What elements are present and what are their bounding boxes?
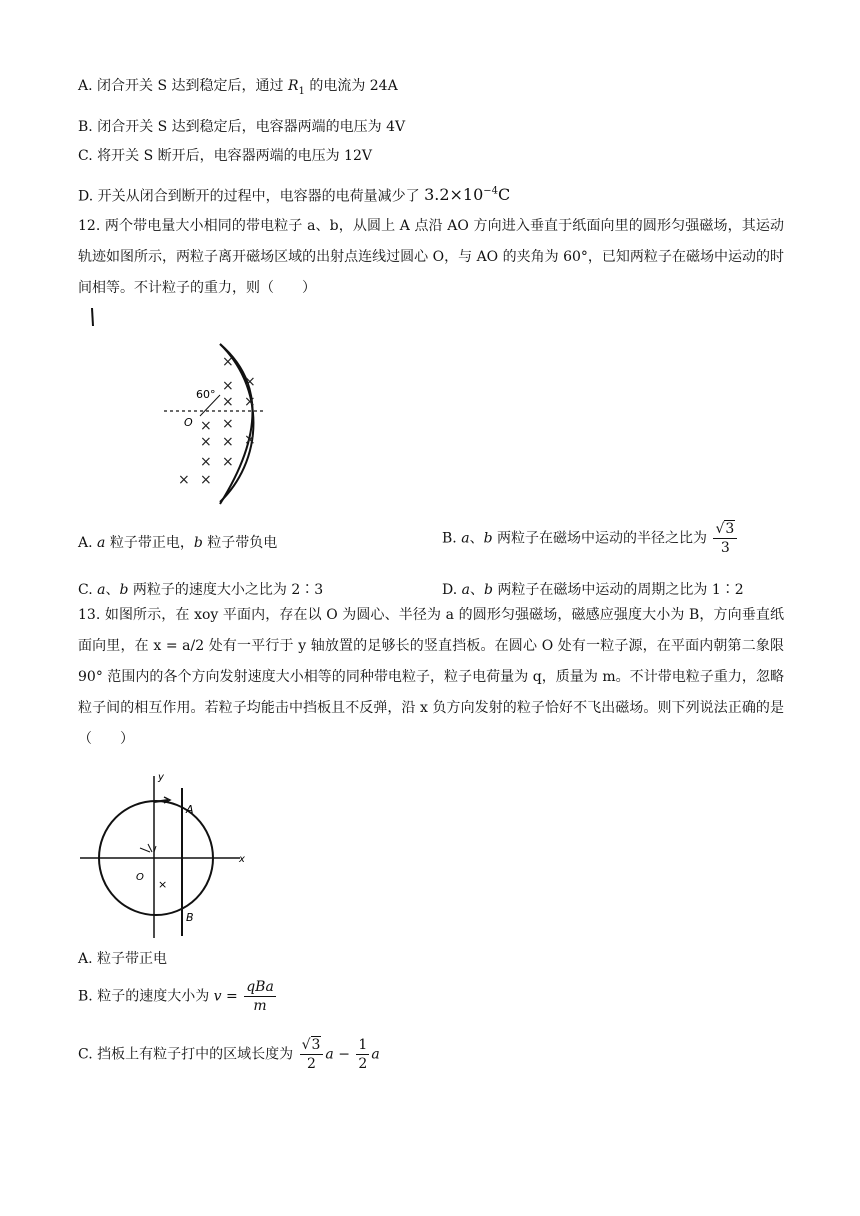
q13-option-c: C. 挡板上有粒子打中的区域长度为 $\frac{√3}{2}$ a − $\frac{1}{2}$ a (78, 1037, 380, 1072)
svg-text:×: × (222, 378, 234, 394)
q13-stem: 13. 如图所示，在 xoy 平面内，存在以 O 为圆心、半径为 a 的圆形匀强磁场，磁感应强度大小为 B，方向垂直纸面向里，在 x = a/2 处有一平行于 y 轴放置的足够长的竖直挡板。在圆心 O 处有一粒子源，在平面内朝第二象限 90° 范围内的各个方向发射速度大小相等的同种带电粒子，粒子电荷量为 q，质量为 m。不计带电粒子重力，忽略粒子间的相互作用。若粒子均能击中挡板且不反弹，沿 x 负方向发射的粒子恰好不飞出磁场。则下列说法正确的是（ ） (78, 607, 784, 747)
svg-text:×: × (222, 434, 234, 450)
q12-option-a: A. a 粒子带正电，b 粒子带负电 (78, 535, 278, 551)
q11-option-b: B. 闭合开关 S 达到稳定后，电容器两端的电压为 4V (78, 119, 406, 135)
label-o: O (136, 872, 144, 883)
field-cross-mark: × (158, 878, 168, 891)
svg-text:×: × (244, 374, 256, 390)
label-a: A (186, 803, 194, 816)
svg-text:×: × (200, 454, 212, 470)
label-y: y (158, 772, 164, 783)
q11-option-d: D. 开关从闭合到断开的过程中，电容器的电荷量减少了 $3.2\times 10^{-4}C$ (78, 185, 511, 205)
svg-text:×: × (222, 416, 234, 432)
q13-figure (78, 768, 248, 943)
svg-text:×: × (200, 434, 212, 450)
svg-text:×: × (244, 432, 256, 448)
q13-option-a: A. 粒子带正电 (78, 951, 168, 967)
svg-text:×: × (200, 472, 212, 488)
svg-text:×: × (244, 394, 256, 410)
center-label: O (184, 416, 193, 429)
q12-figure (80, 300, 280, 505)
label-b: B (186, 911, 194, 924)
q12-option-c: C. a、b 两粒子的速度大小之比为 2∶3 (78, 582, 324, 598)
q12-option-b: B. a、b 两粒子在磁场中运动的半径之比为 $\frac{√3}{3}$ (442, 522, 739, 555)
svg-text:×: × (178, 472, 190, 488)
q13-option-b: B. 粒子的速度大小为 v = $\frac{\text{qBa}}{m}$ (78, 979, 274, 1014)
q12-stem: 12. 两个带电量大小相同的带电粒子 a、b，从圆上 A 点沿 AO 方向进入垂直于纸面向里的圆形匀强磁场，其运动轨迹如图所示，两粒子离开磁场区域的出射点连线过圆心 O，与 AO 的夹角为 60°，已知两粒子在磁场中运动的时间相等。不计粒子的重力，则（ ） (78, 218, 784, 296)
q12-option-d: D. a、b 两粒子在磁场中运动的周期之比为 1∶2 (442, 582, 744, 598)
svg-text:×: × (222, 454, 234, 470)
q11-option-c: C. 将开关 S 断开后，电容器两端的电压为 12V (78, 148, 372, 164)
angle-label: 60° (196, 388, 216, 401)
svg-text:×: × (200, 418, 212, 434)
svg-text:×: × (222, 394, 234, 410)
q11-option-a: A. 闭合开关 S 达到稳定后，通过 $R_1$ 的电流为 24A (78, 78, 398, 97)
label-x: x (239, 854, 245, 865)
svg-text:×: × (222, 354, 234, 370)
